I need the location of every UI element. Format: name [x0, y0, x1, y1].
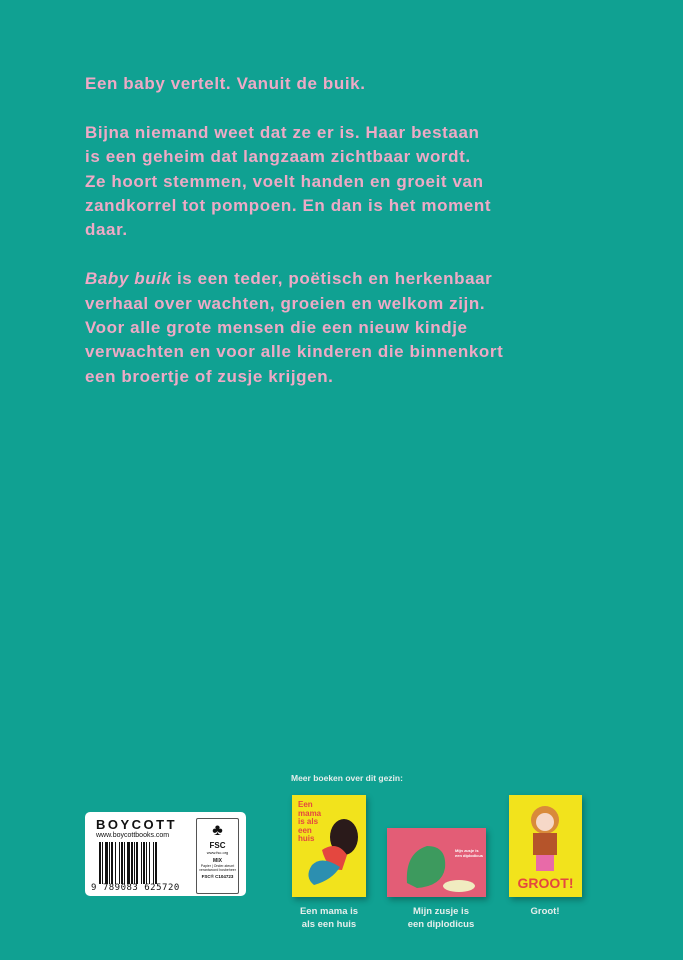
fsc-mix: MIX	[213, 858, 222, 864]
paragraph-1-line: Bijna niemand weet dat ze er is. Haar bestaan	[85, 122, 480, 142]
book-caption[interactable]: Groot!	[530, 906, 560, 917]
paragraph-1-line: daar.	[85, 220, 128, 240]
cover-title: Mijn zusje is een diplodicus	[455, 848, 484, 858]
fsc-label	[196, 818, 239, 894]
book-caption[interactable]: Een mama is als een huis	[299, 906, 359, 930]
tagline: Een baby vertelt. Vanuit de buik.	[85, 74, 366, 93]
barcode-icon	[99, 842, 183, 884]
fsc-tree-icon: ♣	[212, 822, 223, 839]
publisher-logo: BOYCOTT	[96, 817, 178, 832]
paragraph-1-line: Ze hoort stemmen, voelt handen en groeit van	[85, 171, 484, 191]
paragraph-2-line: verwachten en voor alle kinderen die binnenkort	[85, 342, 504, 362]
book-title: Baby buik	[85, 269, 172, 289]
book-cover-mijn-zusje[interactable]	[387, 828, 486, 897]
paragraph-2-line	[85, 267, 503, 291]
fsc-code: FSC® C104723	[201, 874, 234, 879]
fsc-site: www.fsc.org	[206, 850, 229, 855]
isbn: 9 789083 625720	[91, 883, 180, 893]
more-books-label: Meer boeken over dit gezin:	[291, 773, 403, 783]
cover-title: Een mama is als een huis	[298, 800, 322, 843]
cover-illustration	[292, 795, 366, 897]
paragraph-2-text: is een teder, poëtisch en herkenbaar	[171, 269, 493, 289]
book-cover-een-mama[interactable]	[292, 795, 366, 897]
book-caption[interactable]: Mijn zusje is een diplodicus	[407, 906, 475, 930]
paragraph-1-line: is een geheim dat langzaam zichtbaar wordt.	[85, 147, 471, 167]
publisher-url: www.boycottbooks.com	[96, 832, 170, 839]
paragraph-2-line: Voor alle grote mensen die een nieuw kindje	[85, 318, 468, 338]
cover-title: GROOT!	[517, 875, 574, 891]
paragraph-1-line: zandkorrel tot pompoen. En dan is het moment	[85, 196, 492, 216]
cover-illustration	[387, 828, 486, 897]
fsc-text: FSC	[209, 841, 226, 850]
fsc-desc: Papier | Onder-steunt verantwoord bosbeheer	[199, 864, 236, 872]
paragraph-2-line: verhaal over wachten, groeien en welkom zijn.	[85, 293, 486, 313]
barcode-bar	[157, 842, 158, 884]
barcode-panel	[85, 812, 246, 896]
back-cover-blurb	[85, 72, 503, 389]
book-cover-groot[interactable]	[509, 795, 582, 897]
paragraph-2-line: een broertje of zusje krijgen.	[85, 366, 334, 386]
